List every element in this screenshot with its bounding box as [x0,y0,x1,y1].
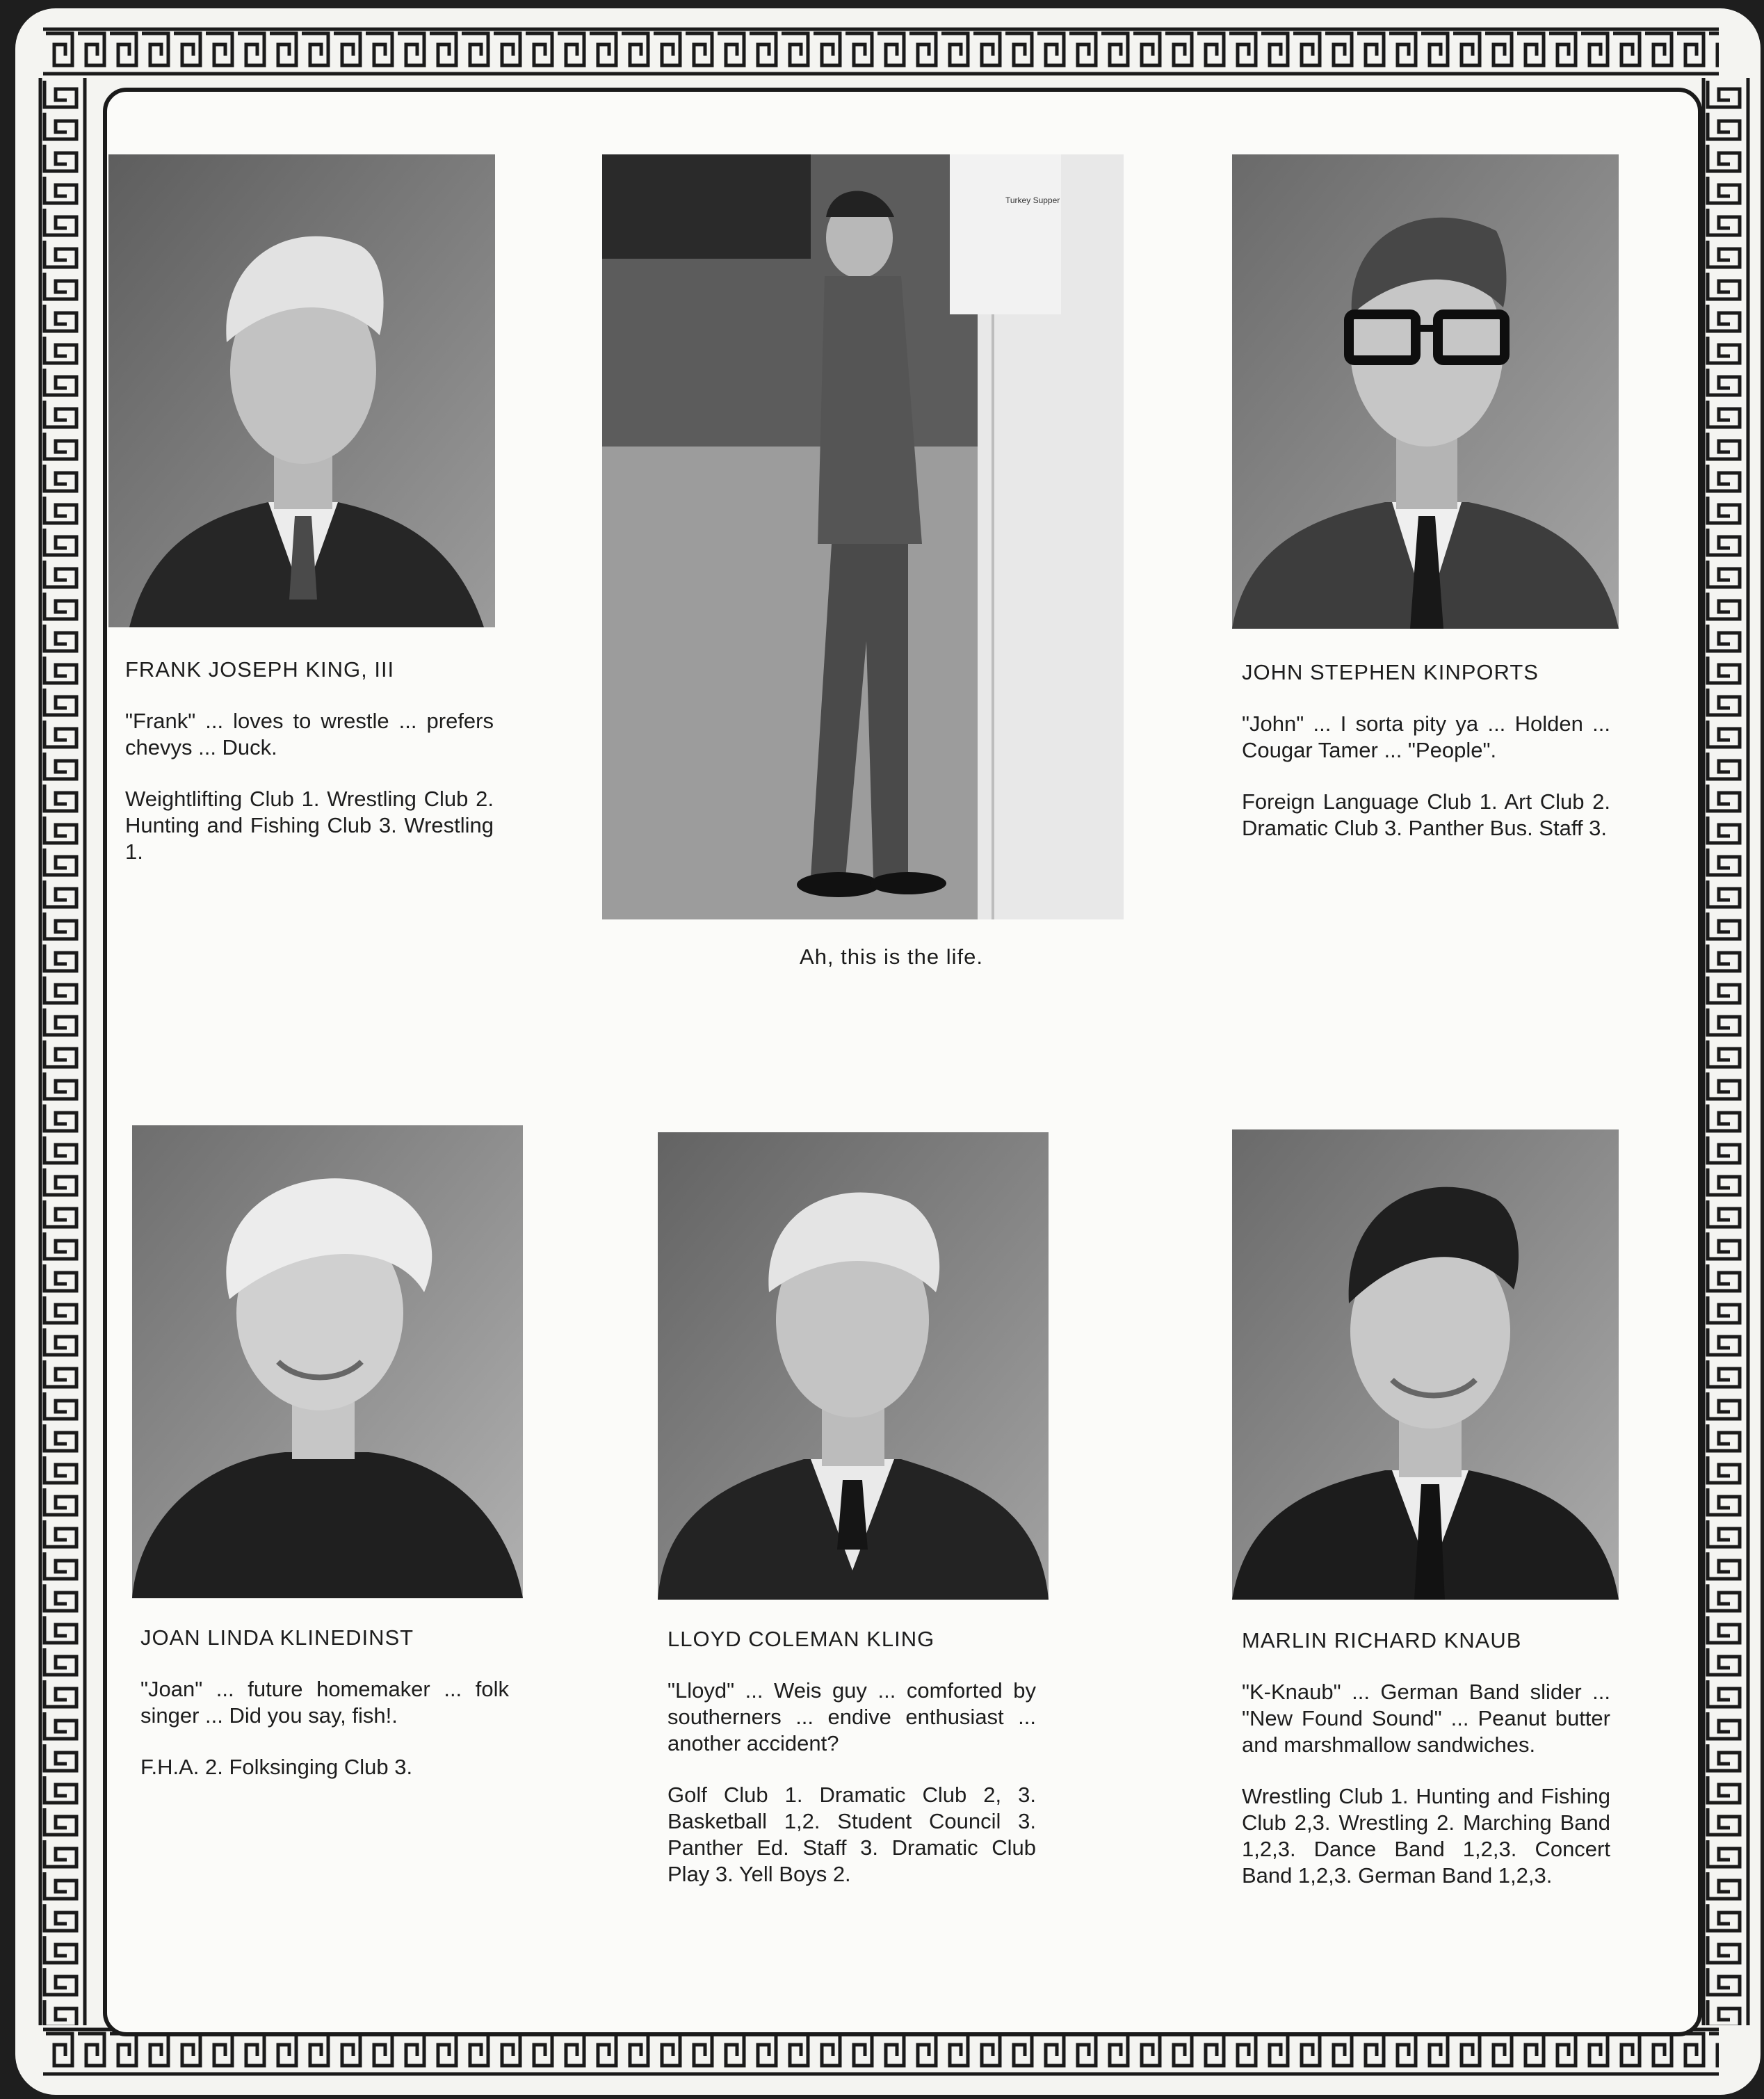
student-activities: Wrestling Club 1. Hunting and Fishing Club 2,3. Wrestling 2. Marching Band 1,2,3. Dance Band 1,2,3. Concert Band 1,2,3. German Band 1,2,3. [1242,1784,1610,1888]
student-info-john-kinports [1242,659,1610,842]
student-quote: "John" ... I sorta pity ya ... Holden ... Cougar Tamer ... "People". [1242,711,1610,762]
student-activities: Weightlifting Club 1. Wrestling Club 2. Hunting and Fishing Club 3. Wrestling 1. [125,787,494,864]
student-quote: "Joan" ... future homemaker ... folk singer ... Did you say, fish!. [140,1677,509,1728]
student-info-lloyd-kling [667,1626,1036,1888]
student-activities: F.H.A. 2. Folksinging Club 3. [140,1755,413,1779]
student-info-marlin-knaub [1242,1627,1610,1889]
student-activities: Foreign Language Club 1. Art Club 2. Dramatic Club 3. Panther Bus. Staff 3. [1242,789,1610,840]
student-photo-frank-king [108,154,495,627]
student-name: JOAN LINDA KLINEDINST [140,1625,414,1650]
student-name: JOHN STEPHEN KINPORTS [1242,660,1539,684]
student-photo-john-kinports [1232,154,1619,629]
poster-text: Turkey Supper [1005,195,1060,205]
student-quote: "K-Knaub" ... German Band slider ... "New Found Sound" ... Peanut butter and marshmallow sandwiches. [1242,1680,1610,1757]
greek-key-border-left [35,78,95,2025]
greek-key-border-right [1698,78,1758,2025]
student-quote: "Lloyd" ... Weis guy ... comforted by southerners ... endive enthusiast ... another accident? [667,1678,1036,1755]
student-photo-joan-klinedinst [132,1125,523,1598]
student-photo-marlin-knaub [1232,1129,1619,1600]
candid-photo [602,154,1124,919]
student-photo-lloyd-kling [658,1132,1049,1600]
student-name: FRANK JOSEPH KING, III [125,657,395,682]
student-info-joan-klinedinst [140,1625,509,1780]
student-info-frank-king [125,657,494,865]
student-quote: "Frank" ... loves to wrestle ... prefers chevys ... Duck. [125,709,494,759]
student-activities: Golf Club 1. Dramatic Club 2, 3. Basketball 1,2. Student Council 3. Panther Ed. Staff 3. Dramatic Club Play 3. Yell Boys 2. [667,1783,1036,1886]
student-name: MARLIN RICHARD KNAUB [1242,1628,1522,1652]
greek-key-border-top [43,24,1719,83]
candid-caption: Ah, this is the life. [800,944,983,969]
student-name: LLOYD COLEMAN KLING [667,1627,935,1651]
